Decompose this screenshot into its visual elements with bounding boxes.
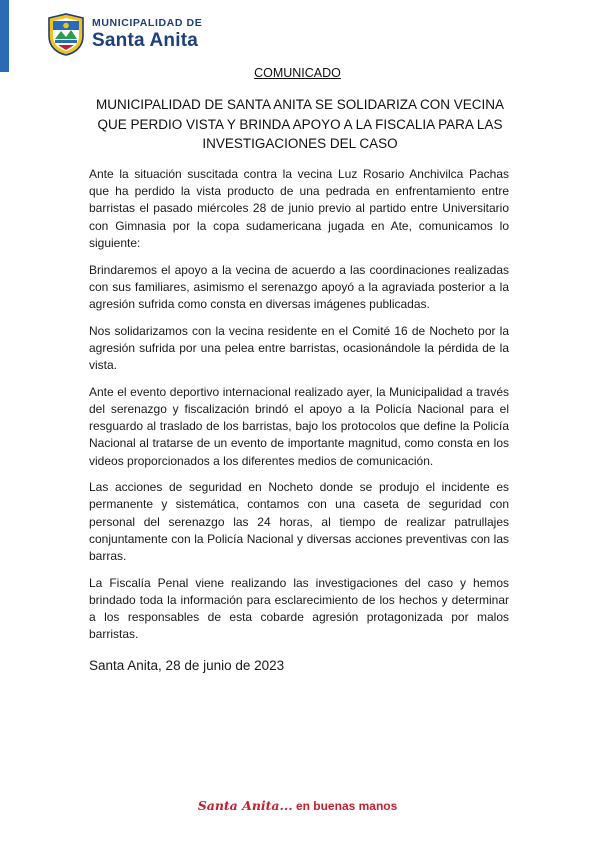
left-accent-bar <box>0 0 9 72</box>
brand <box>92 18 202 50</box>
footer-slogan <box>0 798 595 813</box>
document-title: COMUNICADO <box>254 66 341 80</box>
body-paragraph: Ante la situación suscitada contra la vecina Luz Rosario Anchivilca Pachas que ha perdido la vista producto de una pedrada en enfrentamiento entre barristas el pasado miércoles 28 de junio previo al partido entre Universitario con Gimnasia por la copa sudamericana jugada en Ate, comunicamos lo siguiente: <box>89 167 509 250</box>
body-paragraph: Brindaremos el apoyo a la vecina de acuerdo a las coordinaciones realizadas con sus familiares, asimismo el serenazgo apoyó a la agraviada posterior a la agresión sufrida como consta en diversas imágenes publicadas. <box>89 262 509 311</box>
document-body <box>89 166 509 673</box>
municipal-crest-icon <box>46 12 86 56</box>
body-paragraph: Nos solidarizamos con la vecina residente en el Comité 16 de Nocheto por la agresión sufrida por una pelea entre barristas, ocasionándole la pérdida de la vista. <box>89 323 509 373</box>
body-paragraph: Ante el evento deportivo internacional realizado ayer, la Municipalidad a través del serenazgo y fiscalización brindó el apoyo a la Policía Nacional para el resguardo al traslado de los barristas, bajo los protocolos que define la Policía Nacional al tratarse de un evento de importante magnitud, como consta en los videos proporcionados a los diferentes medios de comunicación. <box>89 384 509 468</box>
slogan-bold: en buenas manos <box>295 799 398 813</box>
brand-name: Santa Anita <box>92 29 199 51</box>
brand-top-line: MUNICIPALIDAD DE <box>92 17 203 30</box>
body-paragraph: Las acciones de seguridad en Nocheto donde se produjo el incidente es permanente y sistemática, contamos con una caseta de seguridad con personal del serenazgo las 24 horas, al tiempo de realizar patrullajes conjuntamente con la Policía Nacional y diversas acciones preventivas con las barras. <box>89 480 509 564</box>
signoff-date: Santa Anita, 28 de junio de 2023 <box>89 657 285 673</box>
document-headline: MUNICIPALIDAD DE SANTA ANITA SE SOLIDARIZA CON VECINA QUE PERDIO VISTA Y BRINDA APOYO A LA FISCALIA PARA LAS INVESTIGACIONES DEL CASO <box>95 97 505 151</box>
slogan-script: Santa Anita... <box>197 798 293 813</box>
header <box>46 12 202 56</box>
body-paragraph: La Fiscalía Penal viene realizando las investigaciones del caso y hemos brindado toda la información para esclarecimiento de los hechos y determinar a los responsables de esta cobarde agresión protagonizada por malos barristas. <box>89 575 509 642</box>
